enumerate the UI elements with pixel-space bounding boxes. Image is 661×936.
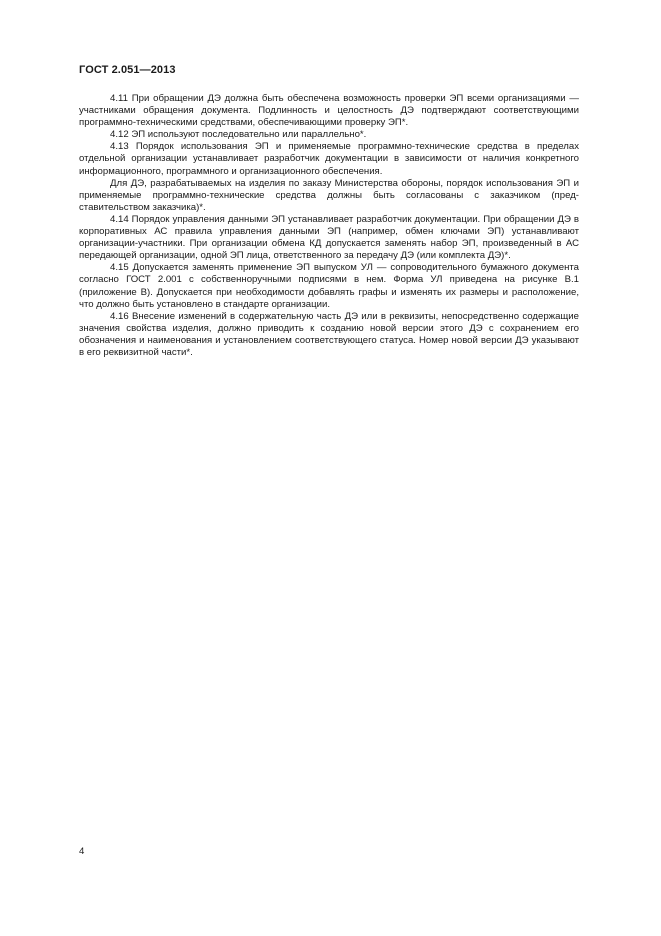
standard-header: ГОСТ 2.051—2013 bbox=[79, 64, 176, 76]
paragraph-4-13-defense: Для ДЭ, разрабатываемых на изделия по заказу Министерства обороны, порядок использования ЭП и применяемые программно-технические средства должны быть согласованы с заказчиком (представительством заказчика)*. bbox=[79, 177, 579, 213]
paragraph-4-14: 4.14 Порядок управления данными ЭП устанавливает разработчик документации. При обращении ДЭ в корпоративных АС правила управления данными ЭП (например, обмен ключами ЭП) устанавливают организации-участники. При организации обмена КД допускается заменять набор ЭП, произведенный в АС передающей организации, одной ЭП лица, ответственного за передачу ДЭ (или комплекта ДЭ)*. bbox=[79, 213, 579, 262]
paragraph-4-15: 4.15 Допускается заменять применение ЭП выпуском УЛ — сопроводительного бумажного документа согласно ГОСТ 2.001 с собственноручными подписями в нем. Форма УЛ приведена на рисунке В.1 (приложение В). Допускается при необходимости добавлять графы и изменять их размеры и расположение, что должно быть установлено в стандарте организации. bbox=[79, 262, 579, 310]
paragraph-4-13: 4.13 Порядок использования ЭП и применяемые программно-технические средства в пределах отдельной организации устанавливает разработчик документации в зависимости от наличия конкретного информационного, программного и организационного обеспечения. bbox=[79, 141, 579, 177]
document-body bbox=[79, 93, 579, 359]
paragraph-4-16: 4.16 Внесение изменений в содержательную часть ДЭ или в реквизиты, непосредственно содержащие значения свойства изделия, должно приводить к созданию новой версии этого ДЭ с сохранением его обозначения и наименования и установлением соответствующего статуса. Номер новой версии ДЭ указывают в его реквизитной части*. bbox=[79, 310, 579, 358]
page-number: 4 bbox=[79, 846, 85, 857]
paragraph-4-11: 4.11 При обращении ДЭ должна быть обеспечена возможность проверки ЭП всеми организациями — участниками обращения документа. Подлинность и целостность ДЭ подтверждают соответствующими программно-техническими средствами, обеспечивающими проверку ЭП*. bbox=[79, 93, 579, 129]
paragraph-4-12: 4.12 ЭП используют последовательно или параллельно*. bbox=[110, 129, 367, 141]
